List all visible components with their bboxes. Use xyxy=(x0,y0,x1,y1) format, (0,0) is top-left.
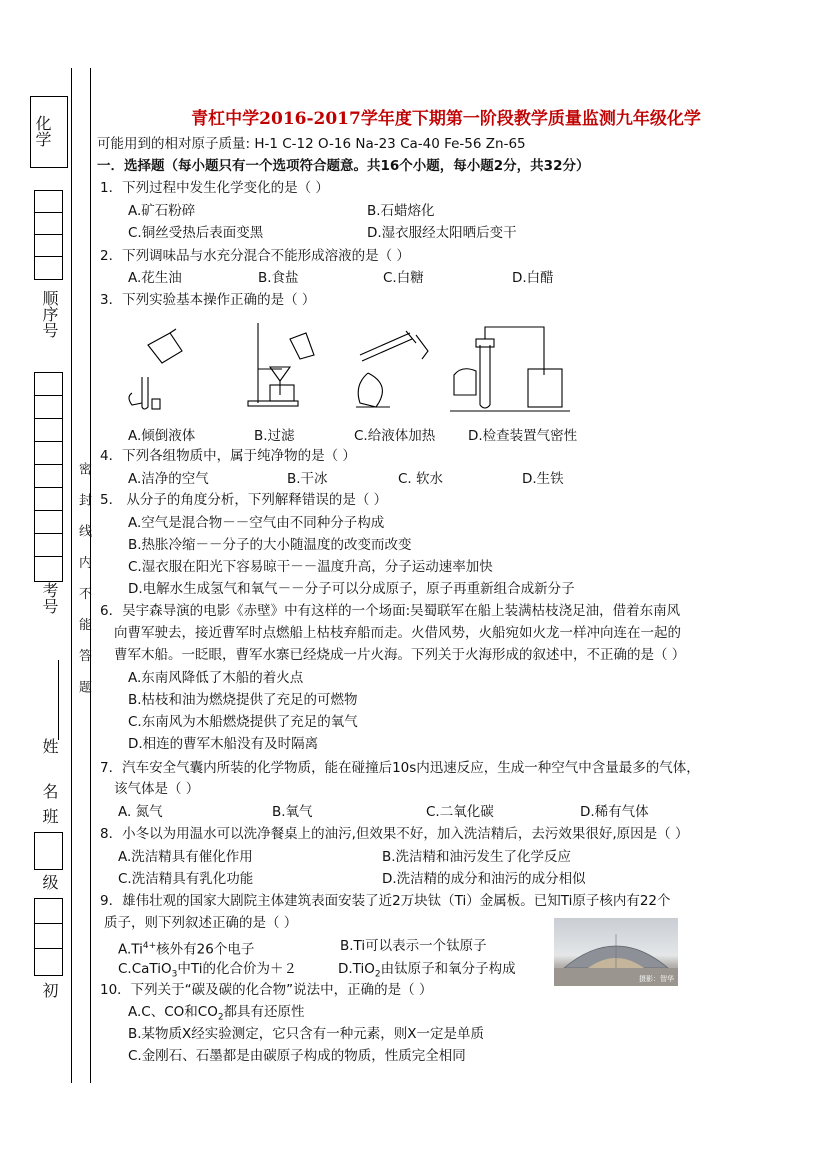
q1-option-d: D.湿衣服经太阳晒后变干 xyxy=(367,225,517,241)
q6-line-3: 曹军木船。一眨眼，曹军水寨已经烧成一片火海。下列关于火海形成的叙述中，不正确的是（ ） xyxy=(114,647,686,663)
q4-option-c: C. 软水 xyxy=(398,471,444,487)
q6-line-2: 向曹军驶去，接近曹军时点燃船上枯枝弃船而走。火借风势，火船宛如火龙一样冲向连在一起的 xyxy=(114,625,681,641)
q5-option-c: C.湿衣服在阳光下容易晾干－－温度升高，分子运动速率加快 xyxy=(128,559,493,575)
q9-option-d: D.TiO$_2$由钛原子和氧分子构成 xyxy=(338,961,516,980)
exam-number-boxes xyxy=(34,372,63,582)
q2-option-a: A.花生油 xyxy=(128,270,182,286)
q2-option-b: B.食盐 xyxy=(258,270,299,286)
seat-number-label: 顺序号 xyxy=(40,290,59,338)
q7-option-d: D.稀有气体 xyxy=(580,804,649,820)
exam-number-label: 考号 xyxy=(40,582,59,614)
q9-option-b: B.Ti可以表示一个钛原子 xyxy=(340,938,487,954)
grade-boxes xyxy=(34,898,63,976)
q2-option-d: D.白醋 xyxy=(512,270,554,286)
q6-option-a: A.东南风降低了木船的着火点 xyxy=(128,670,304,686)
section-heading-rules: （每小题只有一个选项符合题意。共16个小题，每小题2分，共32分） xyxy=(164,158,590,174)
airtightness-check-figure xyxy=(450,327,570,411)
q10-stem: 10．下列关于“碳及碳的化合物”说法中，正确的是（ ） xyxy=(100,982,433,998)
q9-line-2: 质子，则下列叙述正确的是（ ） xyxy=(104,915,298,931)
grade-label: 级 xyxy=(40,874,59,890)
q6-option-d: D.相连的曹军木船没有及时隔离 xyxy=(128,736,319,752)
q7-option-a: A. 氮气 xyxy=(118,804,163,820)
photo-caption: 摄影：智华 xyxy=(639,975,674,983)
subject-box xyxy=(30,96,68,168)
q7-option-c: C.二氧化碳 xyxy=(426,804,494,820)
q8-option-a: A.洗洁精具有催化作用 xyxy=(118,849,253,865)
q4-option-a: A.洁净的空气 xyxy=(128,471,209,487)
q4-option-d: D.生铁 xyxy=(522,471,564,487)
class-label: 班 xyxy=(40,808,59,824)
q4-stem: 4．下列各组物质中，属于纯净物的是（ ） xyxy=(100,448,356,464)
q9-option-a: $A.Ti^{4+}$核外有26个电子 xyxy=(118,941,255,958)
section-heading-main: 一．选择题 xyxy=(97,158,165,174)
lab-figures xyxy=(110,315,580,420)
q10-option-c: C.金刚石、石墨都是由碳原子构成的物质，性质完全相同 xyxy=(128,1048,466,1064)
q5-option-b: B.热胀冷缩－－分子的大小随温度的改变而改变 xyxy=(128,537,412,553)
q3-stem: 3．下列实验基本操作正确的是（ ） xyxy=(100,292,316,308)
q7-option-b: B.氧气 xyxy=(272,804,313,820)
q5-stem: 5． 从分子的角度分析，下列解释错误的是（ ） xyxy=(100,492,388,508)
filtration-figure xyxy=(248,323,314,406)
q1-option-c: C.铜丝受热后表面变黑 xyxy=(128,225,264,241)
pouring-liquid-figure xyxy=(129,329,182,409)
seat-number-boxes xyxy=(34,190,63,280)
q6-line-1: 6．吴宇森导演的电影《赤壁》中有这样的一个场面:吴蜀联军在船上装满枯枝浇足油，借着东南风 xyxy=(100,603,681,619)
q7-line-2: 该气体是（ ） xyxy=(114,781,200,797)
name-label: 姓 名 xyxy=(40,738,59,812)
q1-stem: 1．下列过程中发生化学变化的是（ ） xyxy=(100,180,329,196)
q5-option-a: A.空气是混合物－－空气由不同种分子构成 xyxy=(128,515,385,531)
q8-stem: 8．小冬以为用温水可以洗净餐桌上的油污,但效果不好，加入洗洁精后，去污效果很好,原因是（ ） xyxy=(100,826,689,842)
q1-option-a: A.矿石粉碎 xyxy=(128,203,196,219)
q7-line-1: 7．汽车安全气囊内所装的化学物质，能在碰撞后10s内迅速反应，生成一种空气中含量最多的气体， xyxy=(100,760,700,776)
q4-option-b: B.干冰 xyxy=(287,471,328,487)
school-label: 初 xyxy=(40,982,59,998)
q8-option-d: D.洗洁精的成分和油污的成分相似 xyxy=(382,871,586,887)
name-underline xyxy=(58,660,59,740)
q1-option-b: B.石蜡熔化 xyxy=(367,203,435,219)
q10-option-b: B.某物质X经实验测定，它只含有一种元素，则X一定是单质 xyxy=(128,1026,485,1042)
subject-label: 化学 xyxy=(33,115,52,147)
binding-line-outer xyxy=(71,68,72,1083)
class-box xyxy=(34,832,63,870)
q8-option-c: C.洗洁精具有乳化功能 xyxy=(118,871,254,887)
seal-line-text: 密 封 线 内 不 能 答 题 xyxy=(76,462,91,700)
q2-option-c: C.白糖 xyxy=(383,270,424,286)
grand-theatre-photo xyxy=(554,918,678,986)
q3-option-b: B.过滤 xyxy=(254,428,295,444)
q5-option-d: D.电解水生成氢气和氧气－－分子可以分成原子，原子再重新组合成新分子 xyxy=(128,581,575,597)
q6-option-b: B.枯枝和油为燃烧提供了充足的可燃物 xyxy=(128,692,358,708)
page-title: 青杠中学2016-2017学年度下期第一阶段教学质量监测九年级化学 xyxy=(191,109,701,129)
atomic-masses: 可能用到的相对原子质量: H-1 C-12 O-16 Na-23 Ca-40 Fe-56 Zn-65 xyxy=(97,136,526,152)
q6-option-c: C.东南风为木船燃烧提供了充足的氧气 xyxy=(128,714,358,730)
q9-line-1: 9．雄伟壮观的国家大剧院主体建筑表面安装了近2万块钛（Ti）金属板。已知Ti原子核内有22个 xyxy=(100,893,671,909)
heating-liquid-figure xyxy=(356,331,428,407)
q3-option-d: D.检查装置气密性 xyxy=(468,428,578,444)
q3-option-c: C.给液体加热 xyxy=(354,428,436,444)
q10-option-a: A.C、CO和$CO_2$都具有还原性 xyxy=(128,1004,305,1023)
q8-option-b: B.洗洁精和油污发生了化学反应 xyxy=(382,849,572,865)
q9-option-c: C.CaTiO$_3$中Ti的化合价为＋２ xyxy=(118,961,297,980)
section-heading xyxy=(97,156,589,176)
q3-option-a: A.倾倒液体 xyxy=(128,428,196,444)
q2-stem: 2．下列调味品与水充分混合不能形成溶液的是（ ） xyxy=(100,248,410,264)
